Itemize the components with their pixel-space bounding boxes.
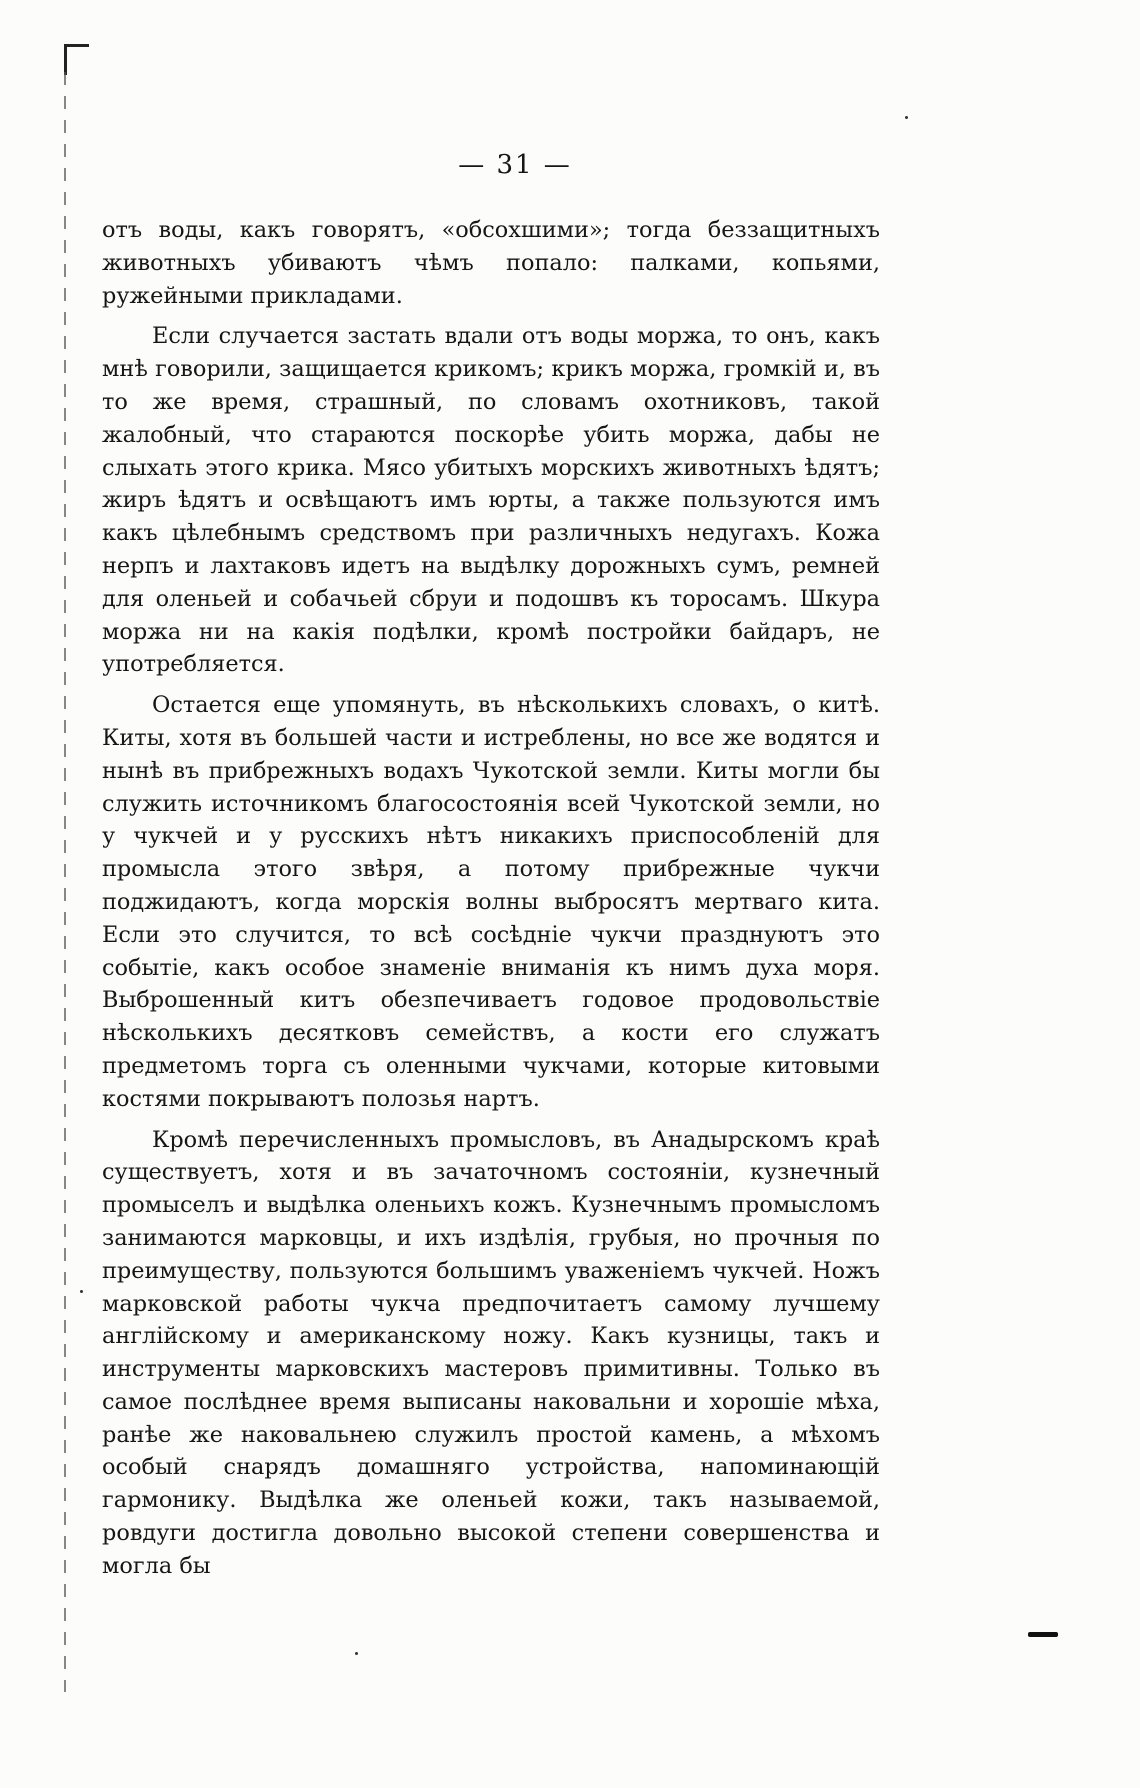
body-text (102, 214, 880, 1583)
paragraph-2: Если случается застать вдали отъ воды моржа, то онъ, какъ мнѣ говорили, защищается крикомъ; крикъ моржа, громкій и, въ то же время, страшный, по словамъ охотниковъ, такой жалобный, что стараются поскорѣе убить моржа, дабы не слыхать этого крика. Мясо убитыхъ морскихъ животныхъ ѣдятъ; жиръ ѣдятъ и освѣщаютъ имъ юрты, а также пользуются имъ какъ цѣлебнымъ средствомъ при различныхъ недугахъ. Кожа нерпъ и лахтаковъ идетъ на выдѣлку дорожныхъ сумъ, ремней для оленьей и собачьей сбруи и подошвъ къ торосамъ. Шкура моржа ни на какія подѣлки, кромѣ постройки байдаръ, не употребляется. (102, 323, 880, 678)
scan-speck (80, 1290, 83, 1293)
paragraph-4: Кромѣ перечисленныхъ промысловъ, въ Анадырскомъ краѣ существуетъ, хотя и въ зачаточномъ состояніи, кузнечный промыселъ и выдѣлка оленьихъ кожъ. Кузнечнымъ промысломъ занимаются марковцы, и ихъ издѣлія, грубыя, но прочныя по преимуществу, пользуются большимъ уваженіемъ чукчей. Ножъ марковской работы чукча предпочитаетъ самому лучшему англійскому и американскому ножу. Какъ кузницы, такъ и инструменты марковскихъ мастеровъ примитивны. Только въ самое послѣднее время выписаны наковальни и хорошіе мѣха, ранѣе же наковальнею служилъ простой камень, а мѣхомъ особый снарядъ домашняго устройства, напоминающій гармонику. Выдѣлка же оленьей кожи, такъ называемой, ровдуги достигла довольно высокой степени совершенства и могла бы (102, 1126, 880, 1579)
left-margin-rule (64, 72, 66, 1692)
margin-dash-mark (1028, 1632, 1058, 1637)
page-number: — 31 — (458, 150, 572, 180)
corner-crop-mark (64, 44, 89, 75)
scan-speck (355, 1652, 358, 1655)
paragraph-1: отъ воды, какъ говорятъ, «обсохшими»; тогда беззащитныхъ животныхъ убиваютъ чѣмъ попало: палками, копьями, ружейными прикладами. (102, 217, 880, 309)
scan-speck (905, 116, 908, 119)
paragraph-3: Остается еще упомянуть, въ нѣсколькихъ словахъ, о китѣ. Киты, хотя въ большей части и истреблены, но все же водятся и нынѣ въ прибрежныхъ водахъ Чукотской земли. Киты могли бы служить источникомъ благосостоянія всей Чукотской земли, но у чукчей и у русскихъ нѣтъ никакихъ приспособленій для промысла этого звѣря, а потому прибрежные чукчи поджидаютъ, когда морскія волны выбросятъ мертваго кита. Если это случится, то всѣ сосѣдніе чукчи празднуютъ это событіе, какъ особое знаменіе вниманія къ нимъ духа моря. Выброшенный китъ обезпечиваетъ годовое продовольствіе нѣсколькихъ десятковъ семействъ, а кости его служатъ предметомъ торга съ оленными чукчами, которые китовыми костями покрываютъ полозья нартъ. (102, 692, 880, 1112)
